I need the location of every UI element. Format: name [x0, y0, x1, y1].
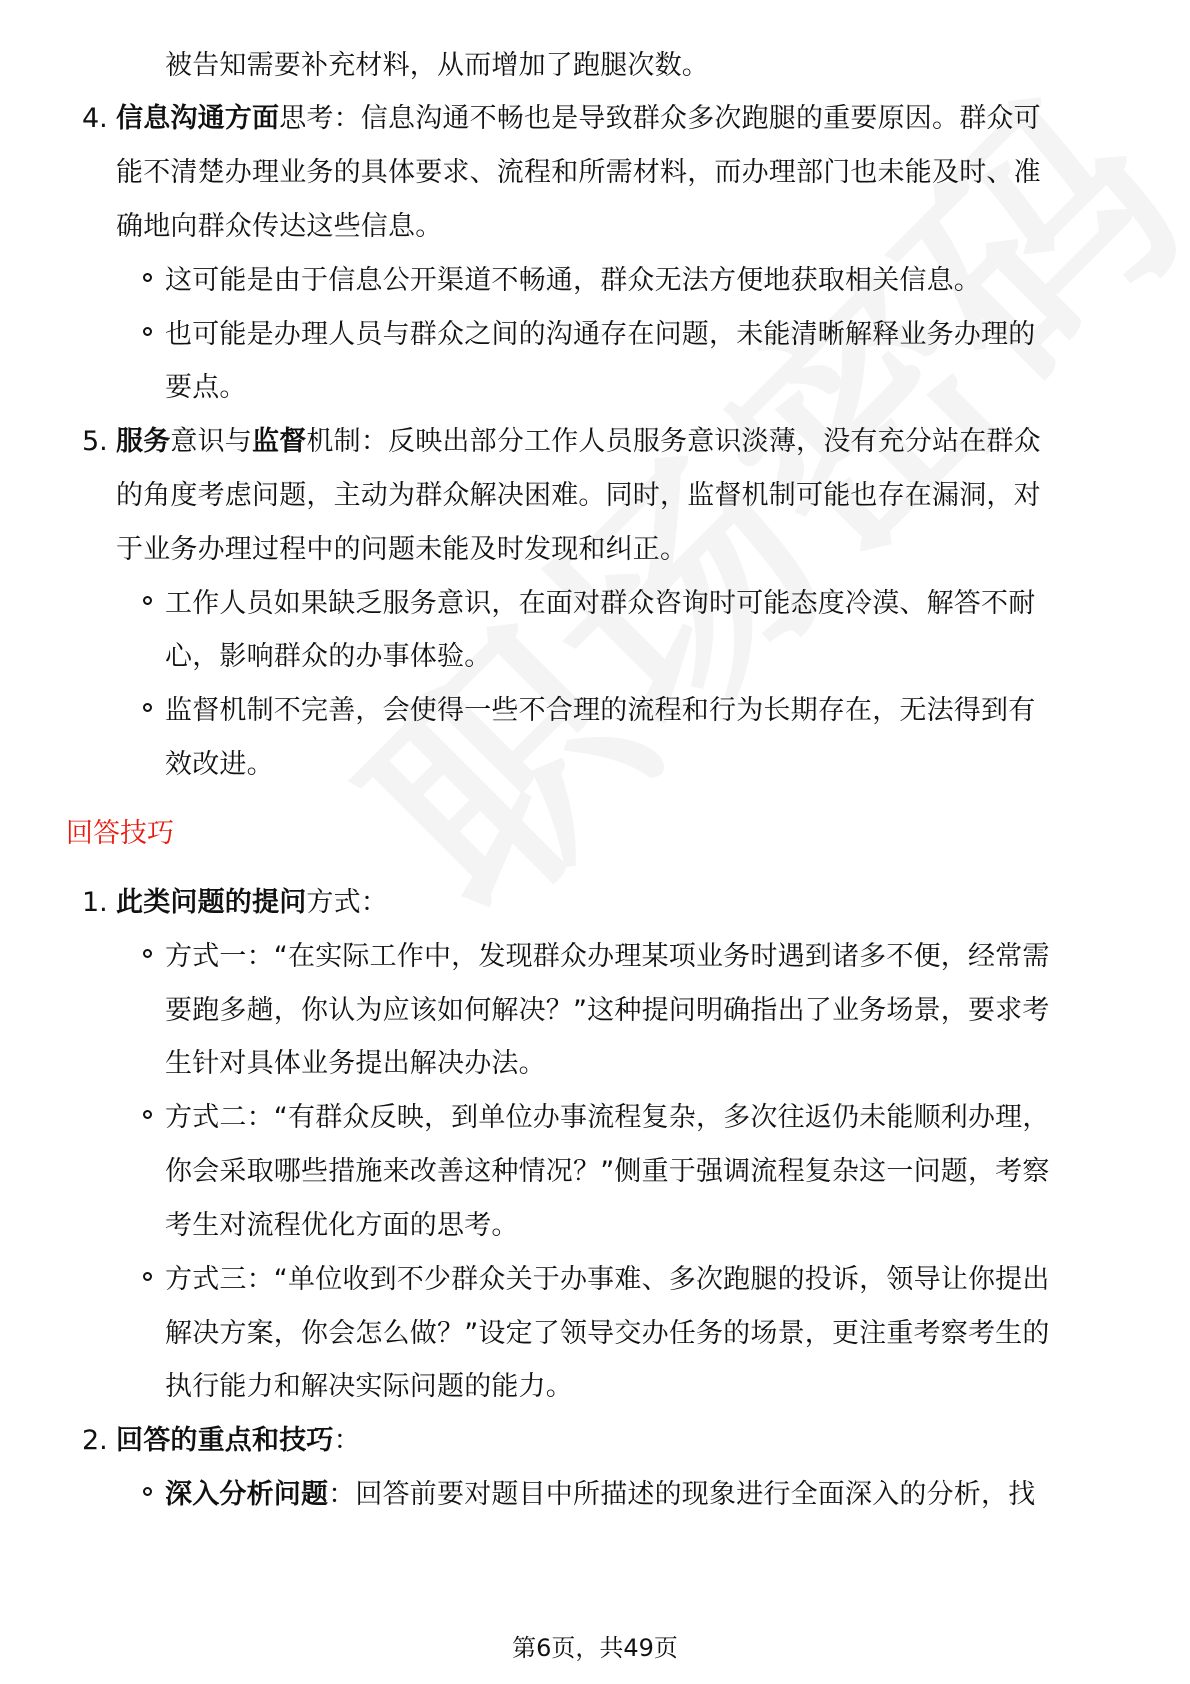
list-number: 5. [82, 426, 108, 457]
page-number: 第6页，共49页 [512, 1634, 678, 1662]
text: 意识与 [170, 426, 253, 457]
text-line: 的角度考虑问题，主动为群众解决困难。同时，监督机制可能也存在漏洞，对 [116, 480, 1041, 511]
list-number: 2. [82, 1425, 108, 1456]
text-line: 解决方案，你会怎么做？”设定了领导交办任务的场景，更注重考察考生的 [165, 1318, 1050, 1349]
text-line: 方式一：“在实际工作中，发现群众办理某项业务时遇到诸多不便，经常需 [165, 941, 1050, 972]
bold-text: 服务 [116, 426, 171, 457]
tip-1-heading [116, 887, 388, 919]
tip-2-sub-1 [165, 1479, 1035, 1511]
bold-text: 深入分析问题 [165, 1479, 329, 1510]
text-line: 要点。 [165, 372, 247, 403]
bold-text: 信息沟通方面 [116, 103, 280, 134]
text: 思考 [279, 103, 334, 134]
bold-text: 监督 [252, 426, 307, 457]
list-item-5-heading [116, 426, 1041, 458]
text-line: 效改进。 [165, 749, 274, 780]
text-line: 方式三：“单位收到不少群众关于办事难、多次跑腿的投诉，领导让你提出 [165, 1264, 1050, 1295]
text: ：回答前要对题目中所描述的现象进行全面深入的分析，找 [328, 1479, 1036, 1510]
text: ：信息沟通不畅也是导致群众多次跑腿的重要原因。群众可 [333, 103, 1041, 134]
text-line: 也可能是办理人员与群众之间的沟通存在问题，未能清晰解释业务办理的 [165, 319, 1036, 350]
bullet-icon [143, 273, 152, 282]
text-line: 心，影响群众的办事体验。 [165, 641, 492, 672]
bullet-icon [143, 1272, 152, 1281]
text-line: 确地向群众传达这些信息。 [116, 211, 443, 242]
text-line: 能不清楚办理业务的具体要求、流程和所需材料，而办理部门也未能及时、准 [116, 157, 1041, 188]
text-line: 被告知需要补充材料，从而增加了跑腿次数。 [165, 50, 709, 81]
text-line: 要跑多趟，你认为应该如何解决？”这种提问明确指出了业务场景，要求考 [165, 995, 1050, 1026]
text-line: 这可能是由于信息公开渠道不畅通，群众无法方便地获取相关信息。 [165, 265, 981, 296]
bold-text: 此类问题的提问 [116, 887, 307, 918]
list-number: 4. [82, 103, 108, 134]
text: 机制 [306, 426, 361, 457]
bullet-icon [143, 1487, 152, 1496]
text-line: 监督机制不完善，会使得一些不合理的流程和行为长期存在，无法得到有 [165, 695, 1036, 726]
text-line: 执行能力和解决实际问题的能力。 [165, 1371, 573, 1402]
bold-text: 回答的重点和技巧 [116, 1425, 334, 1456]
text: ： [333, 1425, 361, 1456]
bullet-icon [143, 327, 152, 336]
list-number: 1. [82, 887, 108, 918]
text-line: 考生对流程优化方面的思考。 [165, 1210, 519, 1241]
text-line: 生针对具体业务提出解决办法。 [165, 1048, 546, 1079]
text: ：反映出部分工作人员服务意识淡薄，没有充分站在群众 [360, 426, 1041, 457]
text-line: 方式二：“有群众反映，到单位办事流程复杂，多次往返仍未能顺利办理， [165, 1102, 1050, 1133]
bullet-icon [143, 596, 152, 605]
bullet-icon [143, 949, 152, 958]
text-line: 于业务办理过程中的问题未能及时发现和纠正。 [116, 534, 688, 565]
text-line: 工作人员如果缺乏服务意识，在面对群众咨询时可能态度冷漠、解答不耐 [165, 588, 1036, 619]
bullet-icon [143, 703, 152, 712]
tip-2-heading [116, 1425, 361, 1457]
text-line: 你会采取哪些措施来改善这种情况？”侧重于强调流程复杂这一问题，考察 [165, 1156, 1050, 1187]
bullet-icon [143, 1110, 152, 1119]
section-title: 回答技巧 [66, 818, 174, 849]
list-item-4-heading [116, 103, 1041, 135]
text: 方式： [306, 887, 389, 918]
